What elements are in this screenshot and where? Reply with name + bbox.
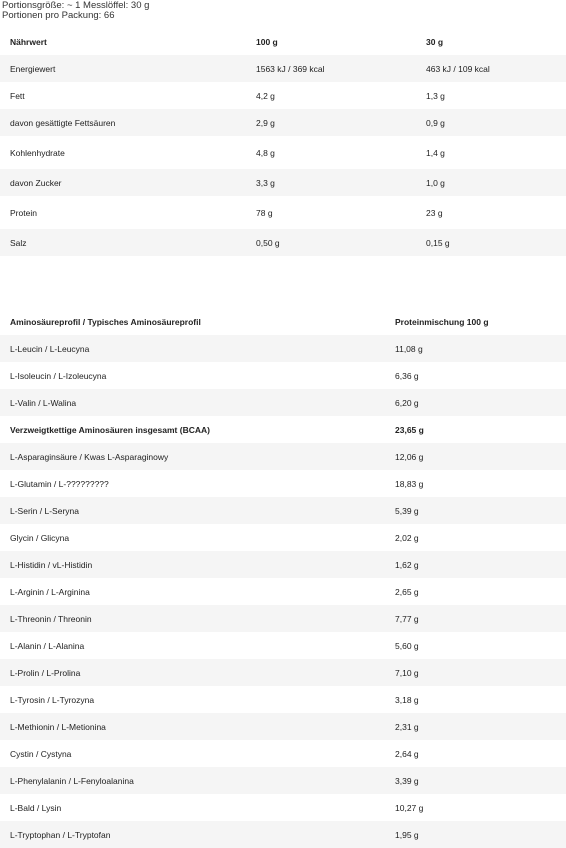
nutrition-table [0,28,566,256]
nutrition-cell: davon Zucker [10,177,62,188]
nutrition-cell: Energiewert [10,63,56,74]
amino-cell: L-Threonin / Threonin [10,613,92,624]
nutrition-cell: 4,2 g [256,90,275,101]
nutrition-cell: 0,9 g [426,117,445,128]
amino-acid-table [0,308,566,848]
amino-cell: 3,18 g [395,694,419,705]
amino-row [0,713,566,740]
nutrition-cell: 3,3 g [256,177,275,188]
nutrition-cell: 1,4 g [426,147,445,158]
amino-cell: 2,02 g [395,532,419,543]
amino-cell: 5,39 g [395,505,419,516]
amino-cell: L-Serin / L-Seryna [10,505,79,516]
nutrition-header-cell: 30 g [426,36,444,47]
amino-cell: Verzweigtkettige Aminosäuren insgesamt (BCAA) [10,424,210,435]
nutrition-cell: 2,9 g [256,117,275,128]
nutrition-cell: 0,50 g [256,237,280,248]
amino-row [0,470,566,497]
nutrition-header-cell: 100 g [256,36,278,47]
amino-cell: 6,20 g [395,397,419,408]
amino-row [0,794,566,821]
amino-cell: 18,83 g [395,478,424,489]
amino-cell: L-Bald / Lysin [10,802,62,813]
serving-info [2,1,149,21]
amino-cell: L-Phenylalanin / L-Fenyloalanina [10,775,134,786]
nutrition-row [0,169,566,196]
amino-cell: L-Tyrosin / L-Tyrozyna [10,694,95,705]
serving-size-text: Portionsgröße: ~ 1 Messlöffel: 30 g [2,0,150,11]
nutrition-cell: Salz [10,237,27,248]
amino-row [0,362,566,389]
nutrition-row [0,196,566,229]
amino-cell: 11,08 g [395,343,423,354]
amino-cell: L-Asparaginsäure / Kwas L-Asparaginowy [10,451,169,462]
amino-row [0,659,566,686]
amino-row [0,416,566,443]
amino-cell: 2,64 g [395,748,419,759]
nutrition-cell: 1,0 g [426,177,445,188]
amino-row [0,524,566,551]
amino-cell: 1,95 g [395,829,419,840]
nutrition-cell: Protein [10,207,37,218]
amino-cell: Glycin / Glicyna [10,532,70,543]
amino-row [0,335,566,362]
nutrition-cell: Fett [10,90,25,101]
amino-cell: Cystin / Cystyna [10,748,72,759]
nutrition-cell: 78 g [256,207,273,218]
nutrition-header-cell: Nährwert [10,36,47,47]
nutrition-cell: 23 g [426,207,443,218]
nutrition-row [0,55,566,82]
amino-cell: 5,60 g [395,640,419,651]
amino-cell: L-Tryptophan / L-Tryptofan [10,829,111,840]
amino-cell: L-Leucin / L-Leucyna [10,343,90,354]
nutrition-row [0,229,566,256]
nutrition-cell: 1563 kJ / 369 kcal [256,63,325,74]
amino-cell: 6,36 g [395,370,419,381]
amino-cell: 3,39 g [395,775,419,786]
nutrition-cell: 1,3 g [426,90,445,101]
nutrition-cell: 463 kJ / 109 kcal [426,63,490,74]
amino-cell: 2,31 g [395,721,419,732]
nutrition-cell: Kohlenhydrate [10,147,65,158]
amino-cell: L-Methionin / L-Metionina [10,721,106,732]
amino-cell: 1,62 g [395,559,419,570]
amino-row [0,551,566,578]
amino-cell: 7,10 g [395,667,419,678]
amino-row [0,605,566,632]
amino-cell: L-Arginin / L-Arginina [10,586,90,597]
nutrition-row [0,136,566,169]
nutrition-row [0,109,566,136]
amino-row [0,443,566,470]
amino-row [0,740,566,767]
amino-cell: L-Alanin / L-Alanina [10,640,85,651]
amino-cell: L-Valin / L-Walina [10,397,77,408]
amino-cell: 10,27 g [395,802,424,813]
amino-cell: L-Prolin / L-Prolina [10,667,81,678]
amino-row [0,767,566,794]
amino-cell: L-Isoleucin / L-Izoleucyna [10,370,107,381]
amino-row [0,578,566,605]
nutrition-row [0,82,566,109]
amino-cell: 7,77 g [395,613,419,624]
servings-per-pack-text: Portionen pro Packung: 66 [2,10,115,21]
amino-cell: 12,06 g [395,451,424,462]
amino-cell: 23,65 g [395,424,424,435]
amino-cell: L-Glutamin / L-????????? [10,478,109,489]
nutrition-cell: davon gesättigte Fettsäuren [10,117,116,128]
amino-cell: 2,65 g [395,586,419,597]
amino-row [0,497,566,524]
amino-header-row [0,308,566,335]
nutrition-cell: 4,8 g [256,147,275,158]
amino-row [0,686,566,713]
amino-header-cell: Aminosäureprofil / Typisches Aminosäureprofil [10,316,201,327]
amino-row [0,821,566,848]
amino-row [0,389,566,416]
nutrition-cell: 0,15 g [426,237,450,248]
amino-header-cell: Proteinmischung 100 g [395,316,489,327]
amino-row [0,632,566,659]
nutrition-header-row [0,28,566,55]
amino-cell: L-Histidin / vL-Histidin [10,559,93,570]
